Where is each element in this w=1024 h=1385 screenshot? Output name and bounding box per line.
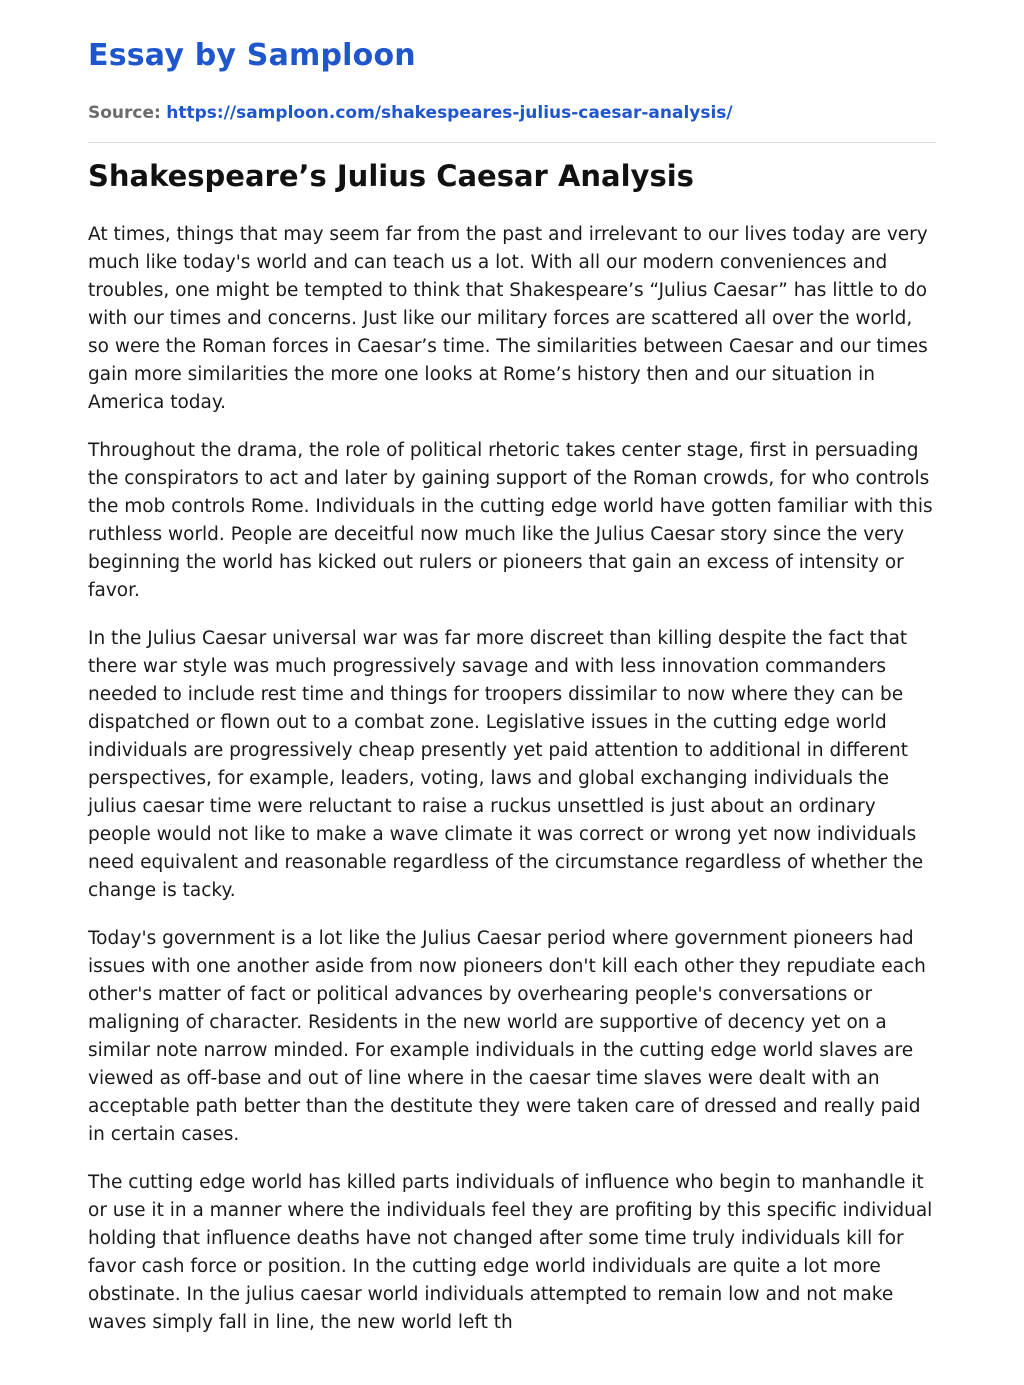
source-label: Source: (88, 103, 161, 123)
essay-paragraph: Throughout the drama, the role of political rhetoric takes center stage, first in persuading the conspirators to act and later by gaining support of the Roman crowds, for who controls the mob controls Rome. Individuals in the cutting edge world have gotten familiar with this ruthless world. People are deceitful now much like the Julius Caesar story since the very beginning the world has kicked out rulers or pioneers that gain an excess of intensity or favor. (88, 440, 933, 601)
site-brand[interactable]: Essay by Samploon (88, 38, 416, 73)
essay-paragraph: Today's government is a lot like the Julius Caesar period where government pioneers had issues with one another aside from now pioneers don't kill each other they repudiate each other's matter of fact or political advances by overhearing people's conversations or maligning of character. Residents in the new world are supportive of decency yet on a similar note narrow minded. For example individuals in the cutting edge world slaves are viewed as off-base and out of line where in the caesar time slaves were dealt with an acceptable path better than the destitute they were taken care of dressed and really paid in certain cases. (88, 928, 926, 1145)
essay-paragraph: The cutting edge world has killed parts individuals of influence who begin to manhandle it or use it in a manner where the individuals feel they are profiting by this specific individual holding that influence deaths have not changed after some time truly individuals kill for favor cash force or position. In the cutting edge world individuals are quite a lot more obstinate. In the julius caesar world individuals attempted to remain low and not make waves simply fall in line, the new world left th (88, 1172, 933, 1333)
header-divider (88, 142, 936, 143)
source-link[interactable]: https://samploon.com/shakespeares-julius-caesar-analysis/ (166, 103, 733, 123)
source-line (88, 101, 733, 125)
essay-title: Shakespeare’s Julius Caesar Analysis (88, 159, 694, 193)
essay-body (88, 221, 936, 1357)
essay-paragraph: In the Julius Caesar universal war was far more discreet than killing despite the fact that there war style was much progressively savage and with less innovation commanders needed to include rest time and things for troopers dissimilar to now where they can be dispatched or flown out to a combat zone. Legislative issues in the cutting edge world individuals are progressively cheap presently yet paid attention to additional in different perspectives, for example, leaders, voting, laws and global exchanging individuals the julius caesar time were reluctant to raise a ruckus unsettled is just about an ordinary people would not like to make a wave climate it was correct or wrong yet now individuals need equivalent and reasonable regardless of the circumstance regardless of whether the change is tacky. (88, 628, 924, 901)
essay-paragraph: At times, things that may seem far from the past and irrelevant to our lives today are very much like today's world and can teach us a lot. With all our modern conveniences and troubles, one might be tempted to think that Shakespeare’s “Julius Caesar” has little to do with our times and concerns. Just like our military forces are scattered all over the world, so were the Roman forces in Caesar’s time. The similarities between Caesar and our times gain more similarities the more one looks at Rome’s history then and our situation in America today. (88, 224, 928, 413)
